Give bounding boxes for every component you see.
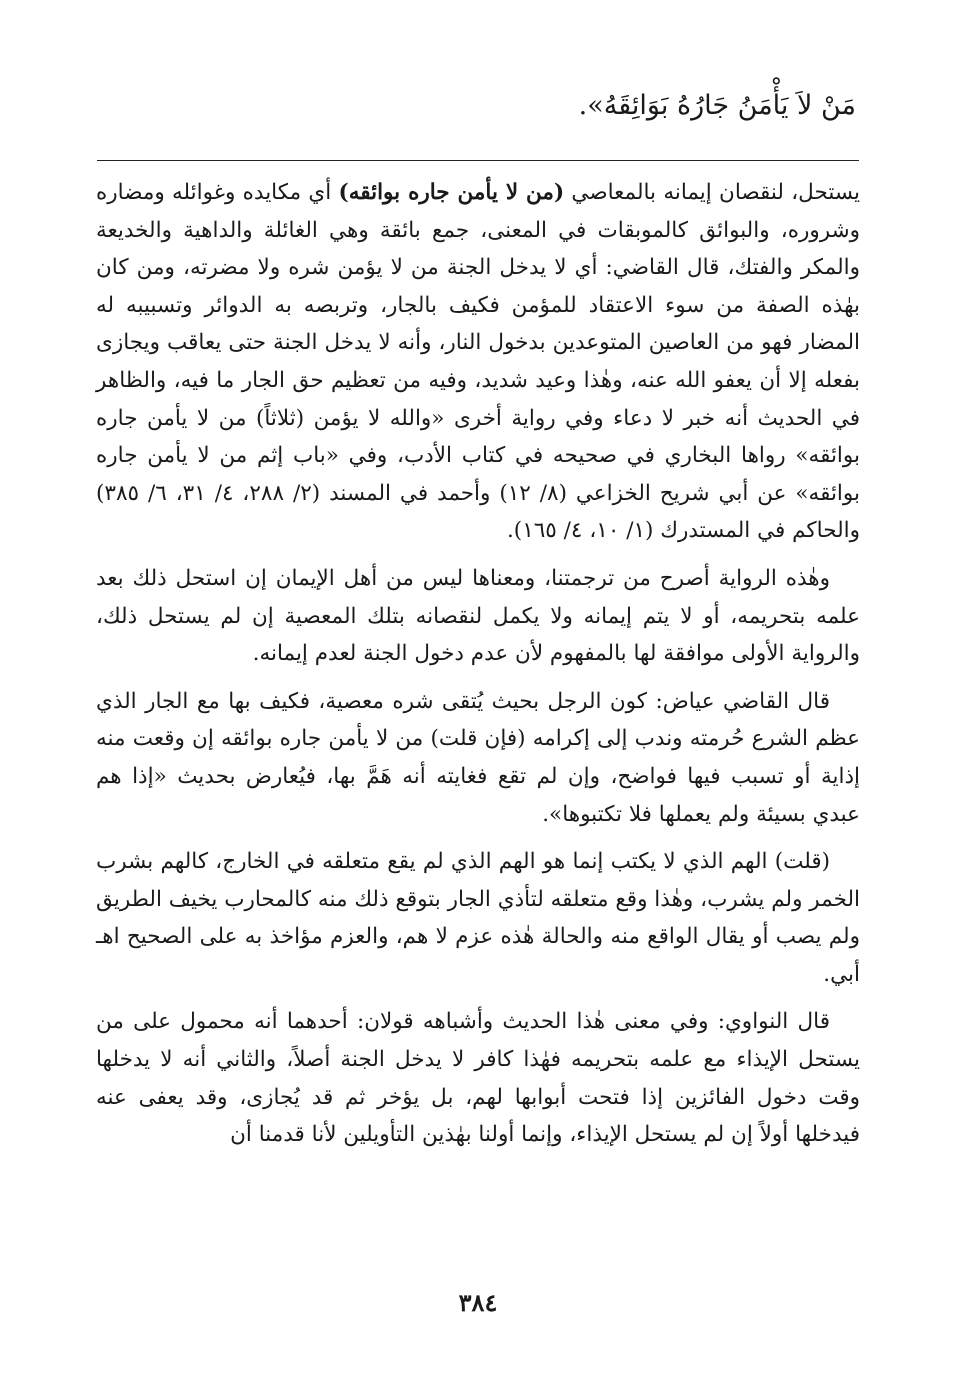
commentary-paragraph <box>96 174 860 550</box>
hadith-quote-bold: (من لا يأمن جاره بوائقه) <box>338 180 565 205</box>
commentary-block <box>96 174 860 1164</box>
page-number: ٣٨٤ <box>458 1288 498 1317</box>
commentary-paragraph: قال النواوي: وفي معنى هٰذا الحديث وأشباهه قولان: أحدهما أنه محمول على من يستحل الإيذاء مع علمه بتحريمه فهٰذا كافر لا يدخل الجنة أصلاً، والثاني أنه لا يدخلها وقت دخول الفائزين إذا فتحت أبوابها لهم، بل يؤخر ثم قد يُجازى، وقد يعفى عنه فيدخلها أولاً إن لم يستحل الإيذاء، وإنما أولنا بهٰذين التأويلين لأنا قدمنا أن <box>96 1009 860 1148</box>
commentary-paragraph: (قلت) الهم الذي لا يكتب إنما هو الهم الذي لم يقع متعلقه في الخارج، كالهم بشرب الخمر ولم يشرب، وهٰذا وقع متعلقه لتأذي الجار بتوقع ذلك منه كالمحارب يخيف الطريق ولم يصب أو يقال الواقع منه والحالة هٰذه عزم لا هم، والعزم مؤاخذ به على الصحيح اهـ أبي. <box>96 849 860 987</box>
hadith-text-tail: مَنْ لاَ يَأْمَنُ جَارُهُ بَوَائِقَهُ». <box>578 90 856 121</box>
commentary-text: أي مكايده وغوائله ومضاره وشروره، والبوائق كالموبقات في المعنى، جمع بائقة وهي الغائلة والداهية والخديعة والمكر والفتك، قال القاضي: أي لا يدخل الجنة من لا يؤمن شره ولا مضرته، ومن كان بهٰذه الصفة من سوء الاعتقاد للمؤمن فكيف بالجار، وتربصه به الدوائر وتسبيبه له المضار فهو من العاصين المتوعدين بدخول النار، وأنه لا يدخل الجنة حتى يعاقب ويجازى بفعله إلا أن يعفو الله عنه، وهٰذا وعيد شديد، وفيه من تعظيم حق الجار ما فيه، والظاهر في الحديث أنه خبر لا دعاء وفي رواية أخرى «والله لا يؤمن (ثلاثاً) من لا يأمن جاره بوائقه» رواها البخاري في صحيحه في كتاب الأدب، وفي «باب إثم من لا يأمن جاره بوائقه» عن أبي شريح الخزاعي (٨/ ١٢) وأحمد في المسند (٢/ ٢٨٨، ٤/ ٣١، ٦/ ٣٨٥) والحاكم في المستدرك (١/ ١٠، ٤/ ١٦٥). <box>96 180 860 544</box>
footnote-divider <box>97 160 859 161</box>
commentary-text: يستحل، لنقصان إيمانه بالمعاصي <box>564 180 860 205</box>
commentary-paragraph: وهٰذه الرواية أصرح من ترجمتنا، ومعناها ليس من أهل الإيمان إن استحل ذلك بعد علمه بتحريمه، أو لا يتم إيمانه ولا يكمل لنقصانه بتلك المعصية إن لم يستحل ذلك، والرواية الأولى موافقة لها بالمفهوم لأن عدم دخول الجنة لعدم إيمانه. <box>96 565 860 667</box>
commentary-paragraph: قال القاضي عياض: كون الرجل بحيث يُتقى شره معصية، فكيف بها مع الجار الذي عظم الشرع حُرمته وندب إلى إكرامه (فإن قلت) من لا يأمن جاره بوائقه إن وقعت منه إذاية أو تسبب فيها فواضح، وإن لم تقع فغايته أنه هَمَّ بها، فيُعارض بحديث «إذا هم عبدي بسيئة ولم يعملها فلا تكتبوها». <box>96 688 860 827</box>
